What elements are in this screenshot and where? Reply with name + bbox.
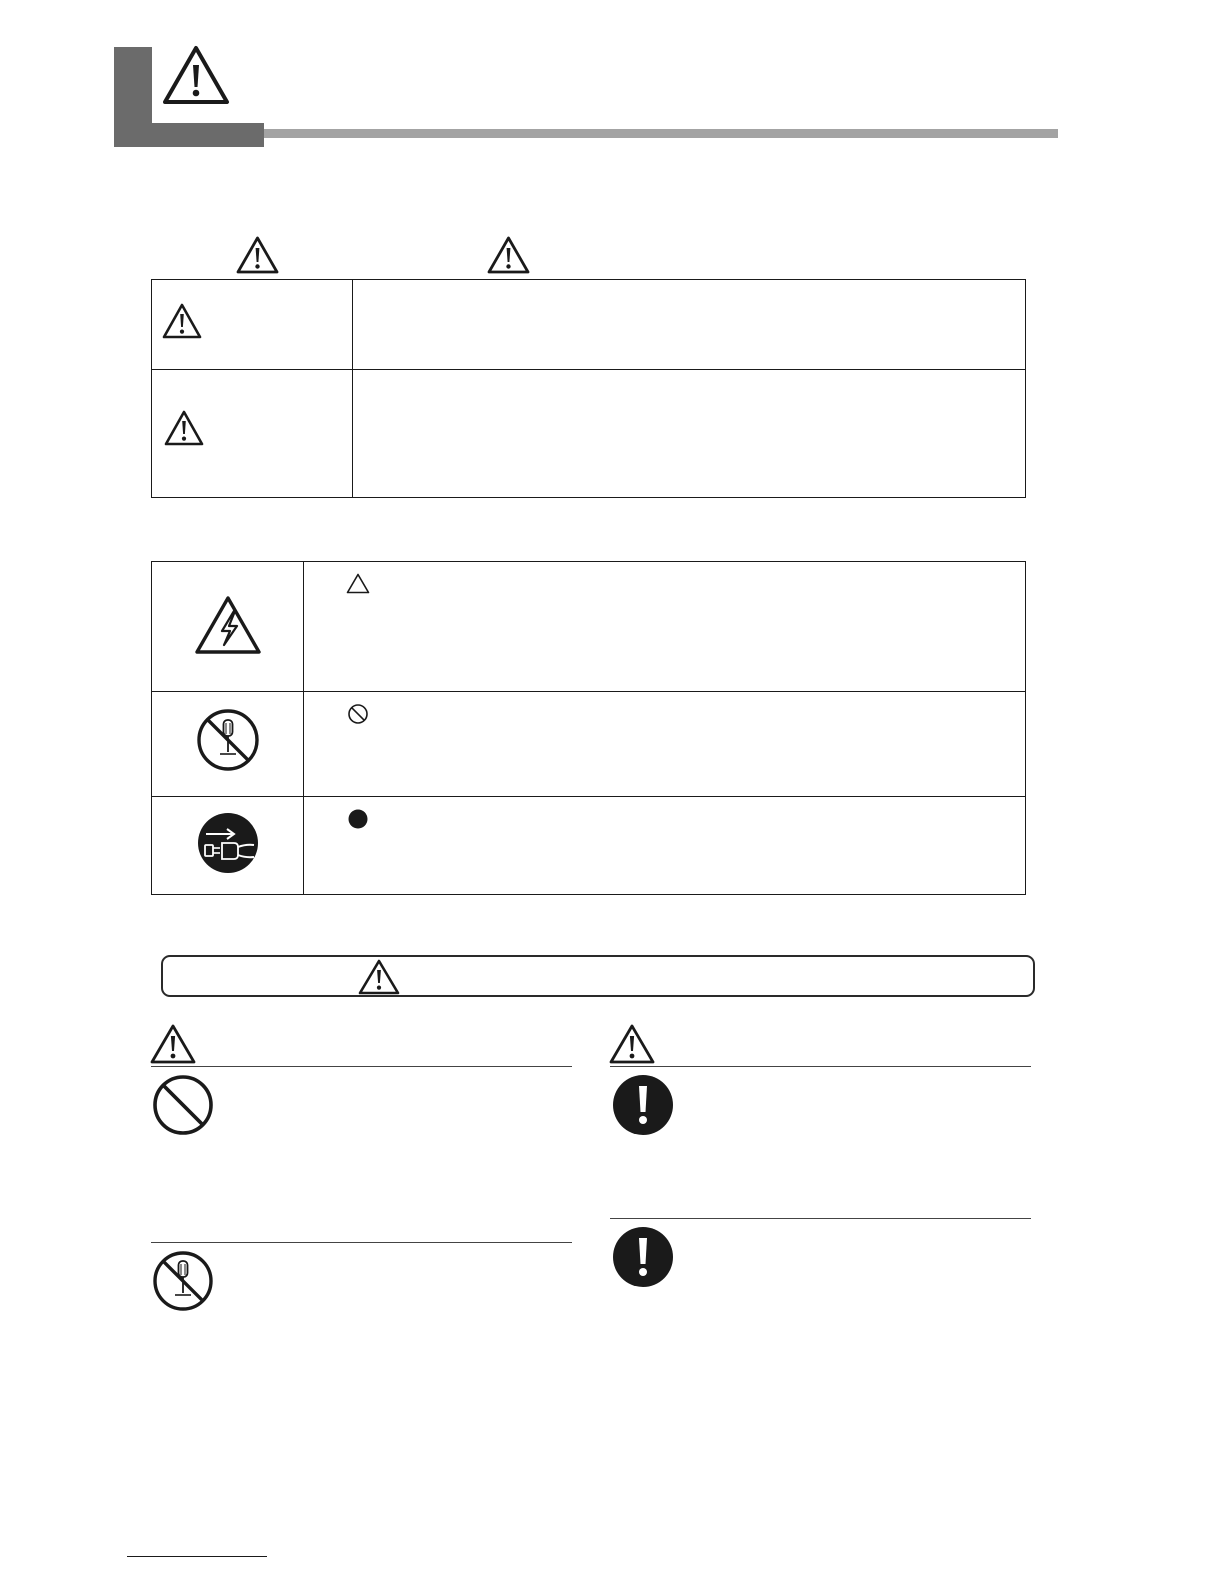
unplug-power-icon <box>196 811 260 875</box>
table-row <box>152 562 1025 691</box>
signal-word-table <box>151 279 1026 498</box>
column-divider <box>610 1218 1031 1219</box>
mandatory-action-icon <box>612 1226 674 1288</box>
no-disassembly-icon <box>152 1250 214 1312</box>
warning-triangle-icon <box>236 236 279 274</box>
small-prohibition-icon <box>347 703 369 725</box>
table-row <box>152 280 1025 369</box>
table-row <box>152 369 1025 497</box>
column-divider <box>151 1242 572 1243</box>
no-disassembly-icon <box>196 708 260 772</box>
warning-triangle-icon <box>487 236 530 274</box>
small-filled-circle-icon <box>348 809 368 829</box>
header-block-bottom <box>114 123 264 147</box>
symbol-explanation-table <box>151 561 1026 895</box>
small-triangle-icon <box>346 573 370 594</box>
header-rule <box>264 129 1058 138</box>
warning-triangle-icon <box>162 303 202 339</box>
column-divider <box>610 1066 1031 1067</box>
electric-shock-icon <box>194 595 262 655</box>
column-divider <box>151 1066 572 1067</box>
warning-triangle-icon <box>164 410 204 446</box>
prohibition-icon <box>152 1074 214 1136</box>
table-row <box>152 691 1025 796</box>
mandatory-action-icon <box>612 1074 674 1136</box>
warning-triangle-icon <box>358 959 400 995</box>
warning-triangle-icon <box>150 1024 196 1064</box>
table-row <box>152 796 1025 894</box>
footer-rule <box>127 1556 267 1557</box>
warning-triangle-icon <box>609 1024 655 1064</box>
warning-triangle-icon <box>162 45 230 105</box>
section-banner <box>161 955 1035 997</box>
